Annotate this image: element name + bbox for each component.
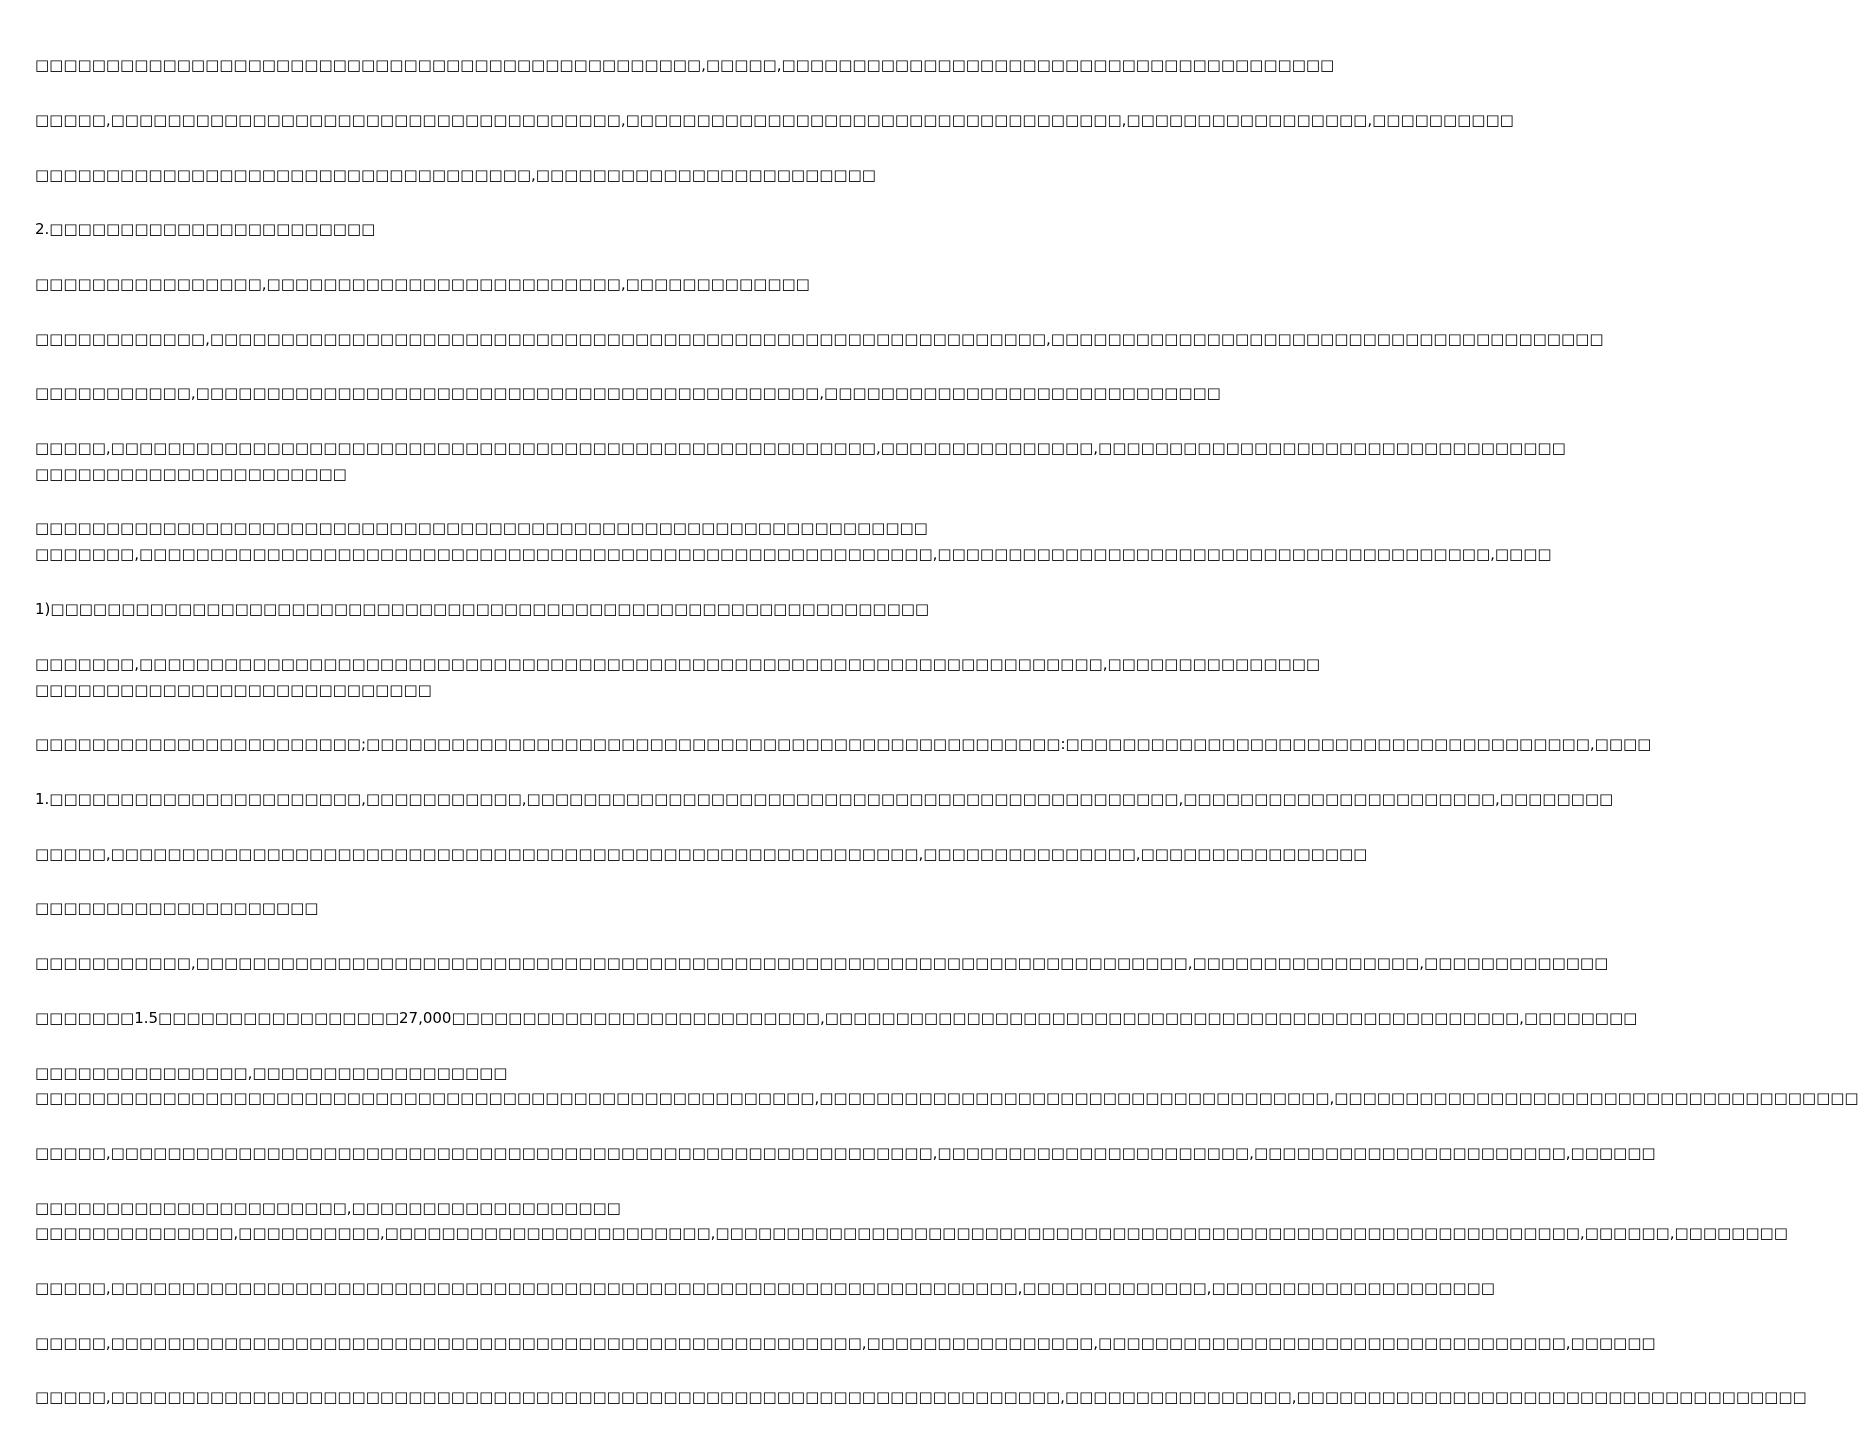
- text-line: □□□□□,□□□□□□□□□□□□□□□□□□□□□□□□□□□□□□□□□□□□□□□□□□□□□□□□□□□□□,□□□□□□□□□□□□□□□□,□□□□□□□□□□□□□□□□□□□□□□□□□□□□□□□□□,□□□□□□: [35, 1334, 1656, 1352]
- text-line: 2.□□□□□□□□□□□□□□□□□□□□□□□: [35, 220, 376, 238]
- text-line: □□□□□,□□□□□□□□□□□□□□□□□□□□□□□□□□□□□□□□□□□□□□□□□□□□□□□□□□□□□□□□□□,□□□□□□□□□□□□□□□□□□□□□□,□□□□□□□□□□□□□□□□□□□□□□,□□□□□□: [35, 1144, 1656, 1162]
- text-line: □□□□□,□□□□□□□□□□□□□□□□□□□□□□□□□□□□□□□□□□□□□□□□□□□□□□□□□□□□□□□□□,□□□□□□□□□□□□□□□,□□□□□□□□□□□□□□□□: [35, 845, 1368, 863]
- text-line: □□□□□□□□□□□□□□□□□□□□□□□□□□□□: [35, 681, 432, 699]
- text-line: 1)□□□□□□□□□□□□□□□□□□□□□□□□□□□□□□□□□□□□□□□□□□□□□□□□□□□□□□□□□□□□□□: [35, 600, 930, 618]
- text-line: □□□□□□□□□□□□□□□□□□□□□□□□□□□□□□□□□□□□□□□□□□□□□□□,□□□□□,□□□□□□□□□□□□□□□□□□□□□□□□□□□□□□□□□□□□□□□: [35, 56, 1335, 74]
- text-line: □□□□□□□□□□□,□□□□□□□□□□□□□□□□□□□□□□□□□□□□□□□□□□□□□□□□□□□□□□□□□□□□□□□□□□□□□□□□□□□□□□,□□□□□□□□□□□□□□□□,□□□□□□□□□□□□□: [35, 954, 1609, 972]
- text-line: □□□□□□□□□□□□□□□□□□□□□□□□□□□□□□□□□□□□□□□□□□□□□□□□□□□□□□□,□□□□□□□□□□□□□□□□□□□□□□□□□□□□□□□□□□□□,□□□□□□□□□□□□□□□□□□□□□□□□□□□□□□□□□□□□□: [35, 1089, 1859, 1107]
- text-line: □□□□□□□□□□□□□□□□,□□□□□□□□□□□□□□□□□□□□□□□□□,□□□□□□□□□□□□□: [35, 275, 810, 293]
- text-line: □□□□□□□□□□□,□□□□□□□□□□□□□□□□□□□□□□□□□□□□□□□□□□□□□□□□□□□□,□□□□□□□□□□□□□□□□□□□□□□□□□□□□: [35, 384, 1221, 402]
- text-line: □□□□□□□□□□□□□□□□□□□□□□,□□□□□□□□□□□□□□□□□□□: [35, 1199, 621, 1217]
- text-line: □□□□□,□□□□□□□□□□□□□□□□□□□□□□□□□□□□□□□□□□□□□□□□□□□□□□□□□□□□□□□□□□□□□□□□,□□□□□□□□□□□□□,□□□□□□□□□□□□□□□□□□□□: [35, 1279, 1495, 1297]
- text-line: □□□□□□□□□□□□□□,□□□□□□□□□□,□□□□□□□□□□□□□□□□□□□□□□□,□□□□□□□□□□□□□□□□□□□□□□□□□□□□□□□□□□□□□□□□□□□□□□□□□□□□□□□□□□□□□,□□□□□□,□□□□□□□□: [35, 1224, 1788, 1242]
- text-line: □□□□□□□□□□□□□□□□□□□□□□: [35, 465, 347, 483]
- text-line: □□□□□□□1.5□□□□□□□□□□□□□□□□□27,000□□□□□□□□□□□□□□□□□□□□□□□□□□,□□□□□□□□□□□□□□□□□□□□□□□□□□□□□□□□□□□□□□□□□□□□□□□□□,□□□□□□□□: [35, 1009, 1638, 1027]
- text-line: □□□□□,□□□□□□□□□□□□□□□□□□□□□□□□□□□□□□□□□□□□,□□□□□□□□□□□□□□□□□□□□□□□□□□□□□□□□□□□,□□□□□□□□□□□□□□□□□,□□□□□□□□□□: [35, 111, 1514, 129]
- text-line: □□□□□□□□□□□□□□□□□□□□□□□;□□□□□□□□□□□□□□□□□□□□□□□□□□□□□□□□□□□□□□□□□□□□□□□□□:□□□□□□□□□□□□□□□□□□□□□□□□□□□□□□□□□□□□□,□□□□: [35, 735, 1652, 753]
- text-line: □□□□□□□□□□□□□□□□□□□□□□□□□□□□□□□□□□□□□□□□□□□□□□□□□□□□□□□□□□□□□□□: [35, 519, 928, 537]
- text-line: □□□□□□□□□□□□□□□□□□□□□□□□□□□□□□□□□□□,□□□□□□□□□□□□□□□□□□□□□□□□: [35, 166, 876, 184]
- text-line: □□□□□□□□□□□□□□□□□□□□: [35, 899, 319, 917]
- text-line: □□□□□□□,□□□□□□□□□□□□□□□□□□□□□□□□□□□□□□□□□□□□□□□□□□□□□□□□□□□□□□□□□□□□□□□□□□□□,□□□□□□□□□□□□□□□: [35, 655, 1321, 673]
- text-line: □□□□□□□□□□□□□□□,□□□□□□□□□□□□□□□□□□: [35, 1064, 508, 1082]
- text-line: □□□□□□□,□□□□□□□□□□□□□□□□□□□□□□□□□□□□□□□□□□□□□□□□□□□□□□□□□□□□□□□□,□□□□□□□□□□□□□□□□□□□□□□□□□□□□□□□□□□□□□□□,□□□□: [35, 545, 1552, 563]
- text-line: 1.□□□□□□□□□□□□□□□□□□□□□□,□□□□□□□□□□□,□□□□□□□□□□□□□□□□□□□□□□□□□□□□□□□□□□□□□□□□□□□□□□,□□□□□□□□□□□□□□□□□□□□□□,□□□□□□□□: [35, 790, 1614, 808]
- text-line: □□□□□□□□□□□□,□□□□□□□□□□□□□□□□□□□□□□□□□□□□□□□□□□□□□□□□□□□□□□□□□□□□□□□□□□□,□□□□□□□□□□□□□□□□□□□□□□□□□□□□□□□□□□□□□□□: [35, 330, 1604, 348]
- text-line: □□□□□,□□□□□□□□□□□□□□□□□□□□□□□□□□□□□□□□□□□□□□□□□□□□□□□□□□□□□□,□□□□□□□□□□□□□□□,□□□□□□□□□□□□□□□□□□□□□□□□□□□□□□□□□: [35, 439, 1566, 457]
- text-line: □□□□□,□□□□□□□□□□□□□□□□□□□□□□□□□□□□□□□□□□□□□□□□□□□□□□□□□□□□□□□□□□□□□□□□□□□,□□□□□□□□□□□□□□□□,□□□□□□□□□□□□□□□□□□□□□□□□□□□□□□□□□□□□: [35, 1388, 1807, 1406]
